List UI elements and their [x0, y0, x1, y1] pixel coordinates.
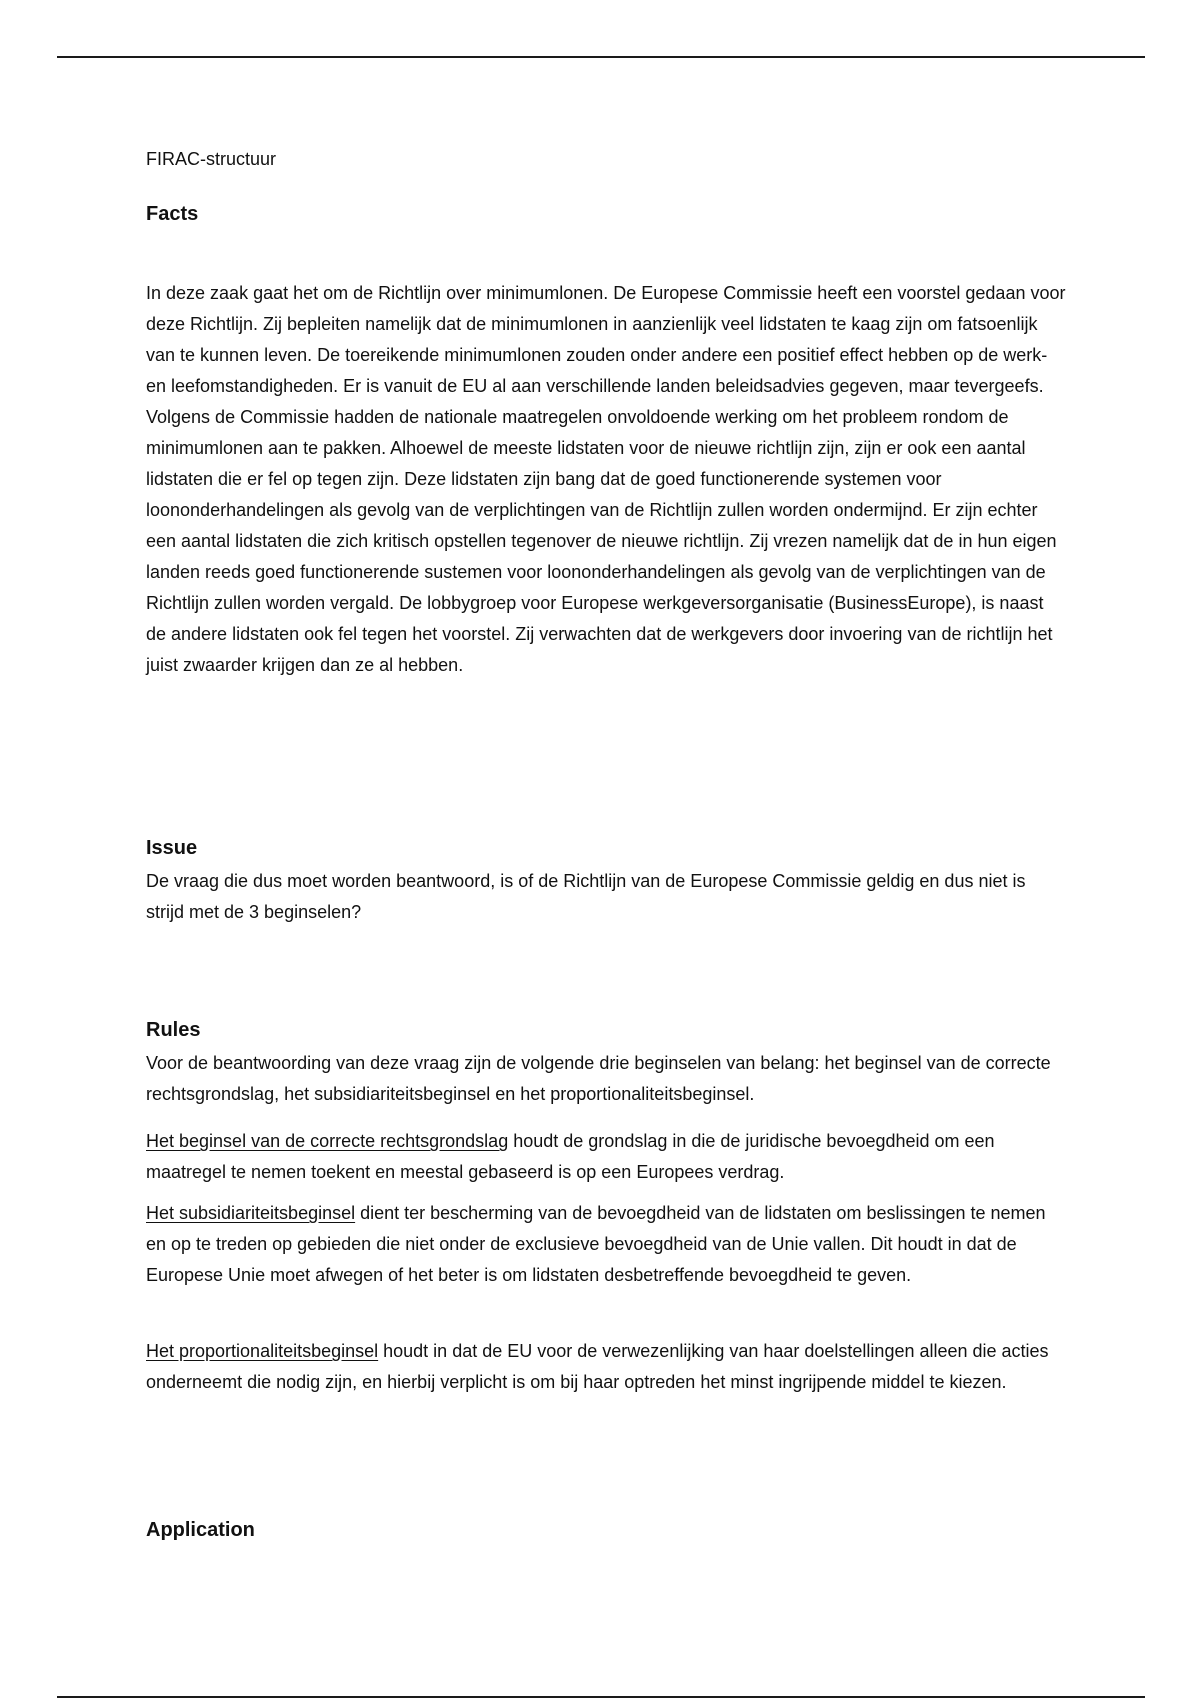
- proportionaliteit-text: houdt in dat de EU voor de verwezenlijking van haar doelstellingen alleen die acties onderneemt die nodig zijn, en hierbij verplicht is om bij haar optreden het minst ingrijpende middel te kiezen.: [146, 1341, 1049, 1392]
- rechtsgrondslag-term: Het beginsel van de correcte rechtsgrondslag: [146, 1131, 509, 1151]
- subsidiariteit-text: dient ter bescherming van de bevoegdheid van de lidstaten om beslissingen te nemen en op te treden op gebieden die niet onder de exclusieve bevoegdheid van de Unie vallen. Dit houdt in dat de Europese Unie moet afwegen of het beter is om lidstaten desbetreffende bevoegdheid te geven.: [146, 1203, 1046, 1285]
- facts-paragraph: In deze zaak gaat het om de Richtlijn over minimumlonen. De Europese Commissie heeft een voorstel gedaan voor deze Richtlijn. Zij bepleiten namelijk dat de minimumlonen in aanzienlijk veel lidstaten te kaag zijn om fatsoenlijk van te kunnen leven. De toereikende minimumlonen zouden onder andere een positief effect hebben op de werk-en leefomstandigheden. Er is vanuit de EU al aan verschillende landen beleidsadvies gegeven, maar tevergeefs. Volgens de Commissie hadden de nationale maatregelen onvoldoende werking om het probleem rondom de minimumlonen aan te pakken. Alhoewel de meeste lidstaten voor de nieuwe richtlijn zijn, zijn er ook een aantal lidstaten die er fel op tegen zijn. Deze lidstaten zijn bang dat de goed functionerende systemen voor loononderhandelingen als gevolg van de verplichtingen van de Richtlijn zullen worden ondermijnd. Er zijn echter een aantal lidstaten die zich kritisch opstellen tegenover de nieuwe richtlijn. Zij vrezen namelijk dat de in hun eigen landen reeds goed functionerende sustemen voor loononderhandelingen als gevolg van de verplichtingen van de Richtlijn zullen worden vergald. De lobbygroep voor Europese werkgeversorganisatie (BusinessEurope), is naast de andere lidstaten ook fel tegen het voorstel. Zij verwachten dat de werkgevers door invoering van de richtlijn het juist zwaarder krijgen dan ze al hebben.: [146, 283, 1066, 675]
- issue-heading: Issue: [146, 837, 198, 859]
- document-label: FIRAC-structuur: [146, 149, 277, 169]
- rules-intro-paragraph: Voor de beantwoording van deze vraag zijn de volgende drie beginselen van belang: het beginsel van de correcte rechtsgrondslag, het subsidiariteitsbeginsel en het proportionaliteitsbeginsel.: [146, 1053, 1051, 1104]
- application-heading: Application: [146, 1519, 255, 1541]
- facts-heading: Facts: [146, 203, 199, 225]
- subsidiariteit-paragraph: [146, 1198, 1066, 1291]
- issue-paragraph: De vraag die dus moet worden beantwoord, is of de Richtlijn van de Europese Commissie geldig en dus niet is strijd met de 3 beginselen?: [146, 871, 1026, 922]
- rules-heading: Rules: [146, 1019, 201, 1041]
- footer-rule: [57, 1696, 1145, 1698]
- rechtsgrondslag-text: houdt de grondslag in die de juridische bevoegdheid om een maatregel te nemen toekent en meestal gebaseerd is op een Europees verdrag.: [146, 1131, 995, 1182]
- subsidiariteit-term: Het subsidiariteitsbeginsel: [146, 1203, 356, 1223]
- proportionaliteit-term: Het proportionaliteitsbeginsel: [146, 1341, 379, 1361]
- header-rule: [57, 56, 1145, 58]
- proportionaliteit-paragraph: [146, 1336, 1066, 1398]
- rechtsgrondslag-paragraph: [146, 1126, 1066, 1188]
